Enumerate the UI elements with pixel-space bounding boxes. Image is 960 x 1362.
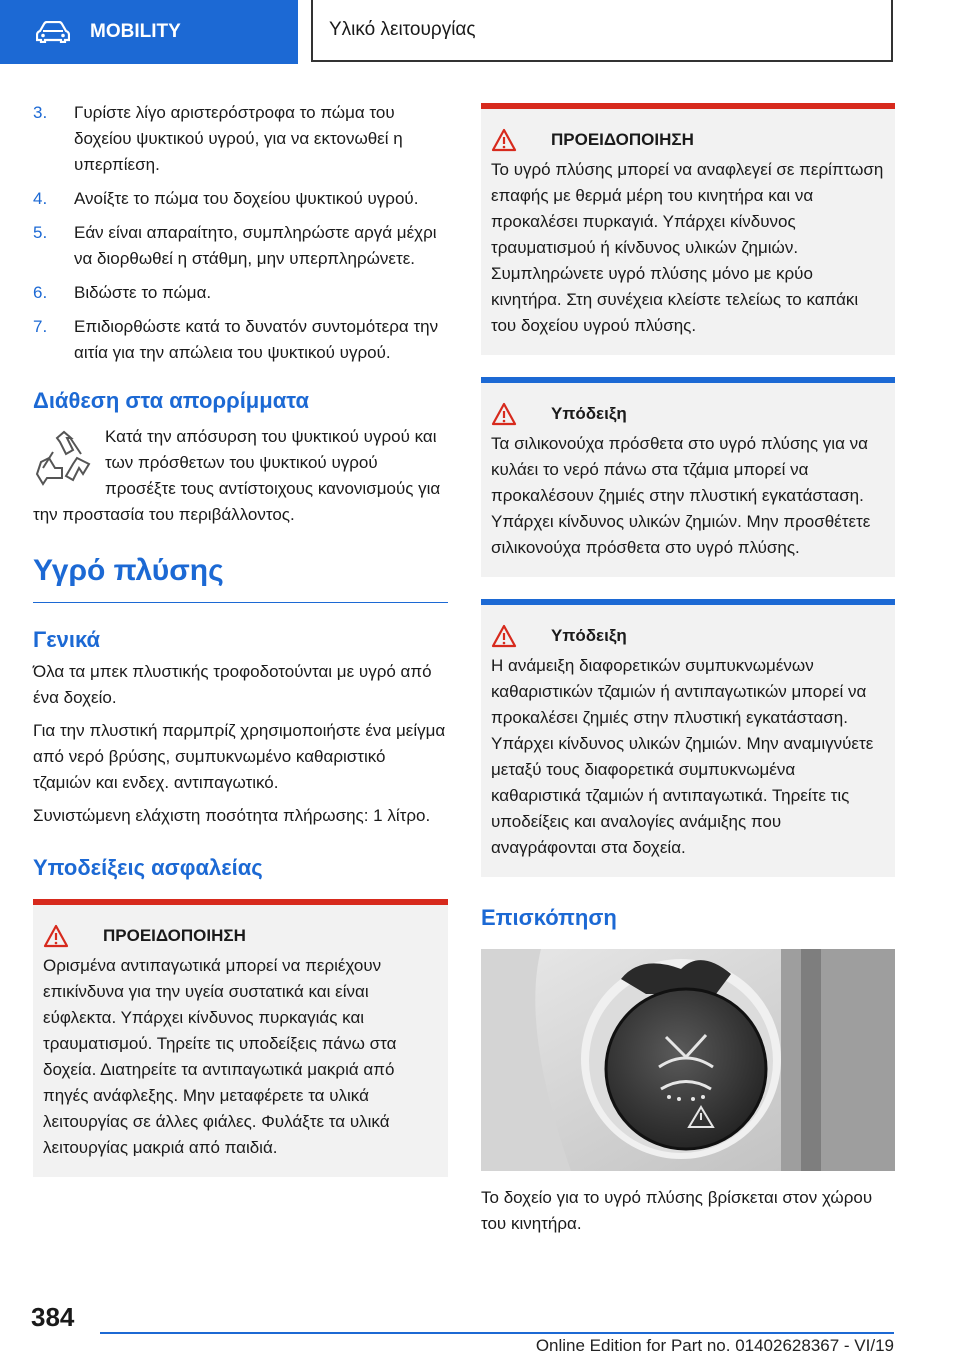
warning-header <box>491 127 885 153</box>
warning-box <box>33 899 448 1177</box>
page-number: 384 <box>31 1302 75 1332</box>
disposal-block <box>33 424 448 528</box>
general-heading: Γενικά <box>33 627 101 652</box>
step-item <box>33 186 448 212</box>
warning-text: Ορισμένα αντιπαγωτικά μπορεί να περιέχουν επικίνδυνα για την υγεία συστατικά και είναι εύφλεκτα. Υπάρχει κίνδυνος πυρκαγιάς και τραυματισμού. Τηρείτε τις υποδείξεις πάνω στα δοχεία. Διατηρείτε τα αντιπαγωτικά μακριά από πηγές ανάφλεξης. Μην μεταφέρετε τα υλικά λειτουργίας σε άλλες φιάλες. Φυλάξτε τα υλικά λειτουργίας μακριά από παιδιά. <box>43 956 397 1157</box>
step-number: 4. <box>33 189 48 208</box>
step-text: Γυρίστε λίγο αριστερόστροφα το πώμα του δοχείου ψυκτικού υγρού, για να εκτονωθεί η υπερπίεση. <box>74 103 403 174</box>
edition-info: Online Edition for Part no. 01402628367 - VI/19 <box>535 1336 894 1355</box>
main-heading: Υγρό πλύσης <box>33 554 448 603</box>
note-triangle-icon <box>491 402 523 426</box>
step-text: Ανοίξτε το πώμα του δοχείου ψυκτικού υγρού. <box>74 189 419 208</box>
note-header <box>491 623 885 649</box>
disposal-heading: Διάθεση στα απορρίμματα <box>33 388 309 413</box>
note-label: Υπόδειξη <box>551 404 627 423</box>
step-number: 5. <box>33 223 48 242</box>
disposal-text: Κατά την απόσυρση του ψυκτικού υγρού και των πρόσθετων του ψυκτικού υγρού προσέξτε τους αντίστοιχους κανονισμούς για την προστασία του περιβάλλοντος. <box>33 427 441 524</box>
warning-triangle-icon <box>43 924 75 948</box>
step-item <box>33 280 448 306</box>
warning-triangle-icon <box>491 128 523 152</box>
step-text: Βιδώστε το πώμα. <box>74 283 212 302</box>
footer-divider <box>100 1332 894 1334</box>
step-number: 3. <box>33 103 48 122</box>
step-number: 7. <box>33 317 48 336</box>
general-paragraph: Όλα τα μπεκ πλυστικής τροφοδοτούνται με υγρό από ένα δοχείο. <box>33 662 432 707</box>
warning-label: ΠΡΟΕΙΔΟΠΟΙΗΣΗ <box>551 130 694 149</box>
step-item <box>33 100 448 178</box>
photo-caption: Το δοχείο για το υγρό πλύσης βρίσκεται στον χώρου του κινητήρα. <box>481 1188 873 1233</box>
warning-label: ΠΡΟΕΙΔΟΠΟΙΗΣΗ <box>103 926 246 945</box>
steps-list <box>33 100 448 366</box>
step-text: Εάν είναι απαραίτητο, συμπληρώστε αργά μέχρι να διορθωθεί η στάθμη, μην υπερπληρώνετε. <box>74 223 437 268</box>
washer-reservoir-photo <box>481 949 895 1171</box>
note-text: Η ανάμειξη διαφορετικών συμπυκνωμένων καθαριστικών τζαμιών ή αντιπαγωτικών μπορεί να προκαλέσει ζημιές στην πλυστική εγκατάσταση. Υπάρχει κίνδυνος υλικών ζημιών. Μην αναμιγνύετε μεταξύ τους διαφορετικά συμπυκνωμένα καθαριστικά τζαμιών ή αντιπαγωτικά. Τηρείτε τις υποδείξεις και αναλογίες ανάμιξης που αναγράφονται στα δοχεία. <box>491 656 874 857</box>
overview-heading: Επισκόπηση <box>481 905 617 930</box>
note-box <box>481 377 895 577</box>
section-label: MOBILITY <box>90 21 181 42</box>
warning-text: Το υγρό πλύσης μπορεί να αναφλεγεί σε περίπτωση επαφής με θερμά μέρη του κινητήρα και να προκαλέσει πυρκαγιά. Υπάρχει κίνδυνος τραυματισμού ή κίνδυνος υλικών ζημιών. Συμπληρώνετε υγρό πλύσης μόνο με κρύο κινητήρα. Στη συνέχεια κλείστε τελείως το καπάκι του δοχείου υγρού πλύσης. <box>491 160 884 335</box>
note-triangle-icon <box>491 624 523 648</box>
general-paragraph: Συνιστώμενη ελάχιστη ποσότητα πλήρωσης: 1 λίτρο. <box>33 806 431 825</box>
general-paragraph: Για την πλυστική παρμπρίζ χρησιμοποιήστε ένα μείγμα από νερό βρύσης, συμπυκνωμένο καθαριστικό τζαμιών και ενδεχ. αντιπαγωτικό. <box>33 721 446 792</box>
warning-box <box>481 103 895 355</box>
step-number: 6. <box>33 283 48 302</box>
note-header <box>491 401 885 427</box>
chapter-title: Υλικό λειτουργίας <box>329 19 476 40</box>
note-label: Υπόδειξη <box>551 626 627 645</box>
step-text: Επιδιορθώστε κατά το δυνατόν συντομότερα την αιτία για την απώλεια του ψυκτικού υγρού. <box>74 317 439 362</box>
section-tab[interactable] <box>0 0 298 64</box>
step-item <box>33 314 448 366</box>
safety-heading: Υποδείξεις ασφαλείας <box>33 855 263 880</box>
step-item <box>33 220 448 272</box>
note-text: Τα σιλικονούχα πρόσθετα στο υγρό πλύσης για να κυλάει το νερό πάνω στα τζάμια μπορεί να προκαλέσουν ζημιές στην πλυστική εγκατάσταση. Υπάρχει κίνδυνος υλικών ζημιών. Μην προσθέτετε σιλικονούχα πρόσθετα στο υγρό πλύσης. <box>491 434 871 557</box>
warning-header <box>43 923 438 949</box>
chapter-header <box>311 0 893 62</box>
note-box <box>481 599 895 877</box>
left-column <box>33 100 448 1177</box>
right-column <box>481 103 895 1244</box>
recycle-icon <box>33 428 95 490</box>
car-icon <box>36 21 70 43</box>
